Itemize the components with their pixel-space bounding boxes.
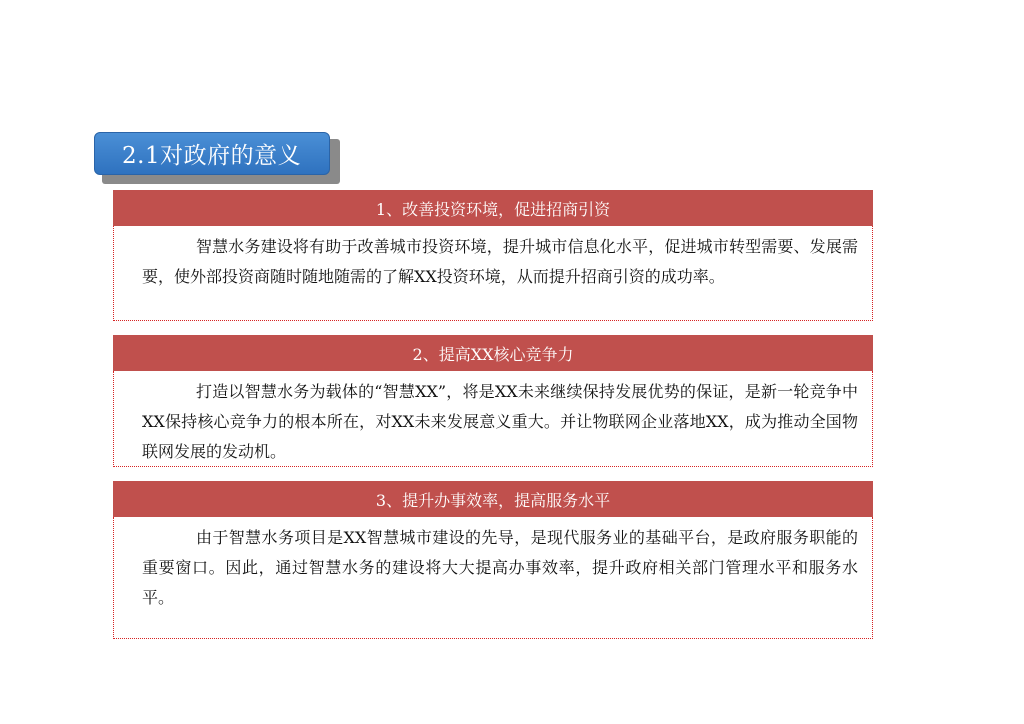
section-body: 打造以智慧水务为载体的“智慧XX”，将是XX未来继续保持发展优势的保证，是新一轮竞争中XX保持核心竞争力的根本所在，对XX未来发展意义重大。并让物联网企业落地XX，成为推动全国物联网发展的发动机。 bbox=[113, 371, 873, 467]
section-title-badge bbox=[94, 132, 340, 184]
section-efficiency bbox=[113, 481, 873, 639]
page-title: 2.1对政府的意义 bbox=[122, 143, 302, 169]
title-box bbox=[94, 132, 330, 175]
section-competitiveness bbox=[113, 335, 873, 467]
section-body: 由于智慧水务项目是XX智慧城市建设的先导，是现代服务业的基础平台，是政府服务职能的重要窗口。因此，通过智慧水务的建设将大大提高办事效率，提升政府相关部门管理水平和服务水平。 bbox=[113, 517, 873, 639]
section-heading: 1、改善投资环境，促进招商引资 bbox=[113, 190, 873, 226]
section-heading: 3、提升办事效率，提高服务水平 bbox=[113, 481, 873, 517]
section-heading: 2、提高XX核心竞争力 bbox=[113, 335, 873, 371]
section-body: 智慧水务建设将有助于改善城市投资环境，提升城市信息化水平，促进城市转型需要、发展需要，使外部投资商随时随地随需的了解XX投资环境，从而提升招商引资的成功率。 bbox=[113, 226, 873, 321]
section-investment bbox=[113, 190, 873, 321]
